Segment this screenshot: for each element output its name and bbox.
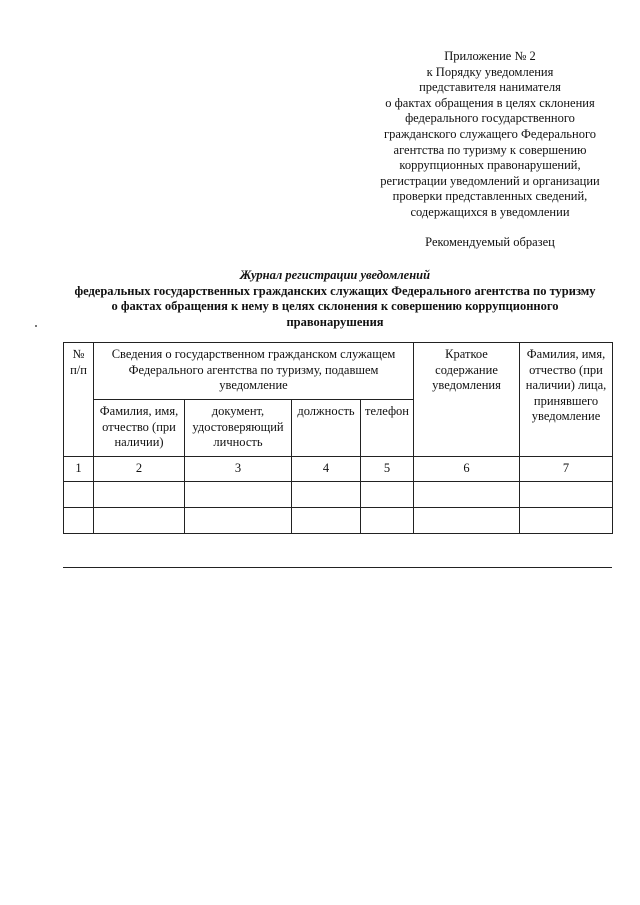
column-number-cell: 5: [361, 457, 414, 482]
empty-cell: [64, 482, 94, 508]
journal-title-line: о фактах обращения к нему в целях склонения к совершению коррупционного: [111, 299, 559, 313]
column-number-cell: 1: [64, 457, 94, 482]
column-numbers-row: [64, 457, 613, 482]
empty-cell: [292, 508, 361, 534]
appendix-line: гражданского служащего Федерального: [383, 126, 597, 141]
appendix-line: Приложение № 2: [444, 49, 536, 63]
appendix-line: агентства по туризму к совершению: [393, 142, 587, 157]
subheader-fio-cell: Фамилия, имя, отчество (при наличии): [94, 400, 185, 457]
sample-label: Рекомендуемый образец: [425, 234, 555, 249]
empty-cell: [414, 482, 520, 508]
header-employee-group-cell: Сведения о государственном гражданском служащем Федерального агентства по туризму, подавшем уведомление: [94, 343, 414, 400]
journal-title: [50, 268, 620, 330]
journal-table: [63, 342, 613, 534]
appendix-line: коррупционных правонарушений,: [399, 158, 581, 173]
subheader-document-cell: документ, удостоверяющий личность: [185, 400, 292, 457]
empty-cell: [94, 482, 185, 508]
appendix-block: [360, 49, 620, 250]
column-number-cell: 4: [292, 457, 361, 482]
empty-cell: [94, 508, 185, 534]
subheader-phone-cell: телефон: [361, 400, 414, 457]
appendix-line: о фактах обращения в целях склонения: [385, 95, 595, 110]
scan-speck: [35, 325, 37, 327]
empty-cell: [64, 508, 94, 534]
header-receiver-cell: Фамилия, имя, отчество (при наличии) лица, принявшего уведомление: [520, 343, 613, 457]
journal-title-line: правонарушения: [286, 314, 384, 329]
empty-cell: [185, 508, 292, 534]
appendix-line: регистрации уведомлений и организации: [380, 173, 600, 188]
appendix-line: проверки представленных сведений,: [392, 189, 588, 204]
journal-title-line: Журнал регистрации уведомлений: [239, 268, 431, 282]
column-number-cell: 7: [520, 457, 613, 482]
appendix-line: содержащихся в уведомлении: [410, 204, 570, 219]
empty-cell: [185, 482, 292, 508]
bottom-rule: [63, 567, 612, 568]
column-number-cell: 2: [94, 457, 185, 482]
empty-cell: [520, 508, 613, 534]
empty-cell: [292, 482, 361, 508]
appendix-line: к Порядку уведомления: [426, 64, 554, 79]
column-number-cell: 3: [185, 457, 292, 482]
column-number-cell: 6: [414, 457, 520, 482]
header-number-cell: № п/п: [64, 343, 94, 457]
empty-cell: [414, 508, 520, 534]
empty-cell: [520, 482, 613, 508]
journal-title-line: федеральных государственных гражданских служащих Федерального агентства по туризму: [74, 283, 596, 298]
header-summary-cell: Краткое содержание уведомления: [414, 343, 520, 457]
subheader-position-cell: должность: [292, 400, 361, 457]
table-row: [64, 508, 613, 534]
table-row: [64, 482, 613, 508]
empty-cell: [361, 508, 414, 534]
appendix-line: федерального государственного: [405, 111, 575, 126]
appendix-line: представителя нанимателя: [419, 80, 561, 95]
empty-cell: [361, 482, 414, 508]
table-header-row: [64, 343, 613, 400]
